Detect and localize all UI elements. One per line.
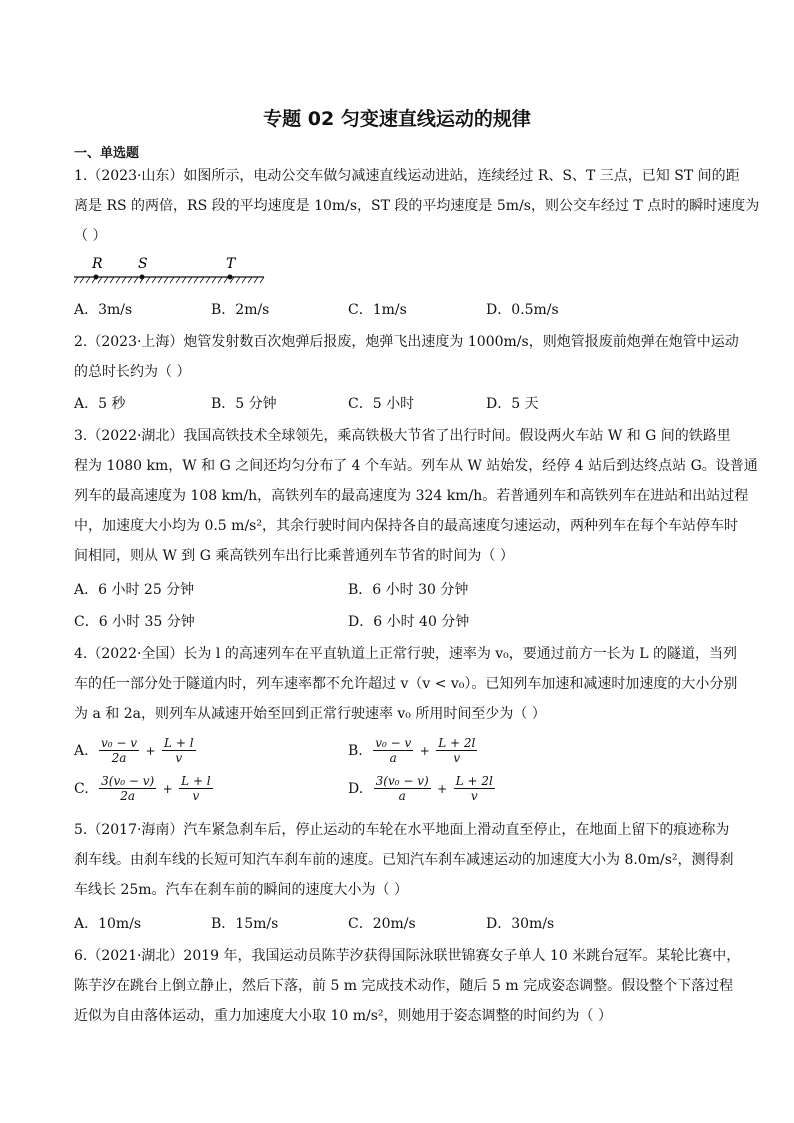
question-6-line-1: 6.（2021·湖北）2019 年，我国运动员陈芋汐获得国际泳联世锦赛女子单人 10 米跳台冠军。某轮比赛中， [74,948,741,964]
plus-sign: + [162,781,173,796]
section-heading: 一、单选题 [74,146,140,161]
q5-option-a[interactable]: A．10m/s [74,916,142,932]
q4-option-a[interactable] [74,736,196,765]
q2-option-d[interactable]: D．5 天 [486,396,539,412]
question-3-line-5: 间相同，则从 W 到 G 乘高铁列车出行比乘普通列车节省的时间为（ ） [74,548,514,564]
point-r-dot [94,275,99,280]
page-title: 专题 02 匀变速直线运动的规律 [263,108,531,130]
question-4-line-1: 4.（2022·全国）长为 l 的高速列车在平直轨道上正常行驶，速率为 v₀，要通过前方一长为 L 的隧道，当列 [74,646,737,662]
q4-option-c[interactable] [74,774,213,803]
fraction: $\frac{L + 2l}{v}$ [438,736,476,765]
q1-option-c[interactable]: C．1m/s [348,302,407,318]
point-r-label: R [92,256,103,272]
q3-option-a[interactable]: A．6 小时 25 分钟 [74,582,195,598]
question-3-line-1: 3.（2022·湖北）我国高铁技术全球领先，乘高铁极大节省了出行时间。假设两火车站 W 和 G 间的铁路里 [74,428,731,444]
point-s-label: S [138,256,148,272]
question-4-line-3: 为 a 和 2a，则列车从减速开始至回到正常行驶速率 v₀ 所用时间至少为（ ） [74,706,546,722]
plus-sign: + [419,743,430,758]
question-2-line-2: 的总时长约为（ ） [74,364,191,380]
q1-option-a[interactable]: A．3m/s [74,302,133,318]
question-6-line-3: 近似为自由落体运动，重力加速度大小取 10 m/s²，则她用于姿态调整的时间约为（ ） [74,1008,612,1024]
question-2-line-1: 2.（2023·上海）炮管发射数百次炮弹后报废，炮弹飞出速度为 1000m/s，则炮管报废前炮弹在炮管中运动 [74,334,739,350]
q1-option-d[interactable]: D．0.5m/s [486,302,559,318]
point-t-dot [228,275,233,280]
q4-option-d[interactable] [348,774,495,803]
question-5-line-3: 车线长 25m。汽车在刹车前的瞬间的速度大小为（ ） [74,882,408,898]
fraction: $\frac{\text{v₀ − v}}{2a}$ [101,736,138,765]
q3-option-d[interactable]: D．6 小时 40 分钟 [348,614,470,630]
q1-option-b[interactable]: B．2m/s [211,302,270,318]
question-5-line-2: 刹车线。由刹车线的长短可知汽车刹车前的速度。已知汽车刹车减速运动的加速度大小为 8.0m/s²，测得刹 [74,852,734,868]
option-label: C. [74,780,89,797]
q3-option-c[interactable]: C．6 小时 35 分钟 [74,614,195,630]
fraction: $\frac{L + l}{v}$ [181,774,211,803]
question-3-line-2: 程为 1080 km，W 和 G 之间还均匀分布了 4 个车站。列车从 W 站始发，经停 4 站后到达终点站 G。设普通 [74,458,758,474]
fraction: $\frac{\text{v₀ − v}}{a}$ [375,736,412,765]
road-diagram [74,252,270,290]
fraction: $\frac{\text{3(v₀ − v)}}{a}$ [375,774,429,803]
option-label: D. [348,780,364,797]
q3-option-b[interactable]: B．6 小时 30 分钟 [348,582,469,598]
option-label: B. [348,742,363,759]
question-6-line-2: 陈芋汐在跳台上倒立静止，然后下落，前 5 m 完成技术动作，随后 5 m 完成姿态调整。假设整个下落过程 [74,978,734,994]
plus-sign: + [145,743,156,758]
fraction: $\frac{L + l}{v}$ [164,736,194,765]
q2-option-c[interactable]: C．5 小时 [348,396,415,412]
question-4-line-2: 车的任一部分处于隧道内时，列车速率都不允许超过 v（v < v₀）。已知列车加速和减速时加速度的大小分别 [74,676,738,692]
question-3-line-3: 列车的最高速度为 108 km/h，高铁列车的最高速度为 324 km/h。若普通列车和高铁列车在进站和出站过程 [74,488,749,504]
question-3-line-4: 中，加速度大小均为 0.5 m/s²，其余行驶时间内保持各自的最高速度匀速运动，两种列车在每个车站停车时 [74,518,738,534]
point-s-dot [140,275,145,280]
question-5-line-1: 5.（2017·海南）汽车紧急刹车后，停止运动的车轮在水平地面上滑动直至停止，在地面上留下的痕迹称为 [74,822,730,838]
question-1-line-3: （ ） [74,228,107,244]
q2-option-b[interactable]: B．5 分钟 [211,396,277,412]
fraction: $\frac{L + 2l}{v}$ [455,774,493,803]
q2-option-a[interactable]: A．5 秒 [74,396,126,412]
option-label: A. [74,742,89,759]
q4-option-b[interactable] [348,736,477,765]
q5-option-b[interactable]: B．15m/s [211,916,279,932]
point-t-label: T [226,256,236,272]
q5-option-d[interactable]: D．30m/s [486,916,555,932]
question-1-line-1: 1.（2023·山东）如图所示，电动公交车做匀减速直线运动进站，连续经过 R、S、T 三点，已知 ST 间的距 [74,168,740,184]
plus-sign: + [437,781,448,796]
fraction: $\frac{\text{3(v₀ − v)}}{2a}$ [101,774,155,803]
q5-option-c[interactable]: C．20m/s [348,916,416,932]
question-1-line-2: 离是 RS 的两倍，RS 段的平均速度是 10m/s，ST 段的平均速度是 5m/s，则公交车经过 T 点时的瞬时速度为 [74,198,760,214]
